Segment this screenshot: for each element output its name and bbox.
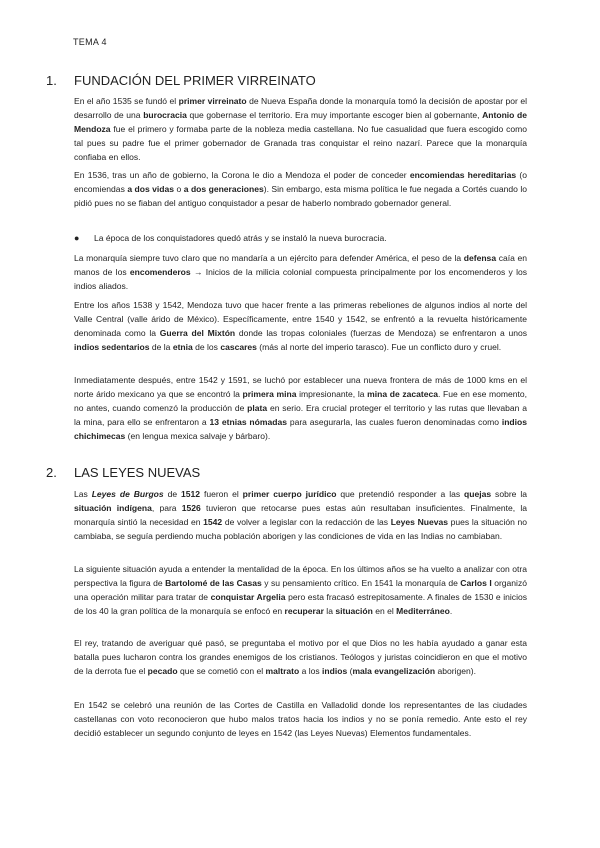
section-2-title: LAS LEYES NUEVAS bbox=[74, 465, 201, 480]
section-1-title: FUNDACIÓN DEL PRIMER VIRREINATO bbox=[74, 73, 316, 88]
section-1-heading bbox=[46, 73, 316, 88]
section-1-paragraph-3: La monarquía siempre tuvo claro que no mandaría a un ejército para defender América, el peso de la defensa caía en manos de los encomenderos → Inicios de la milicia colonial compuesta principalmente por los encomenderos y los indios aliados. bbox=[74, 253, 527, 291]
section-1-paragraph-2: En 1536, tras un año de gobierno, la Corona le dio a Mendoza el poder de conceder encomiendas hereditarias (o encomiendas a dos vidas o a dos generaciones). Sin embargo, esta misma política le fue negada a Cortés cuando lo pidió pues no se fiaban del antiguo conquistador a pesar de haberlo nombrado gobernador general. bbox=[74, 170, 528, 208]
section-2-number: 2. bbox=[46, 465, 57, 480]
section-1-number: 1. bbox=[46, 73, 57, 88]
section-2-paragraph-2: La siguiente situación ayuda a entender la mentalidad de la época. En los últimos años se ha vuelto a analizar con otra perspectiva la figura de Bartolomé de las Casas y su pensamiento crítico. En 1541 la monarquía de Carlos I organizó una operación militar para tratar de conquistar Argelia pero esta fracasó estrepitosamente. A finales de 1530 e inicios de los 40 la gran política de la monarquía se enfocó en recuperar la situación en el Mediterráneo. bbox=[74, 564, 527, 616]
section-2-paragraph-1: Las Leyes de Burgos de 1512 fueron el primer cuerpo jurídico que pretendió responder a las quejas sobre la situación indígena, para 1526 tuvieron que retocarse pues estas aún resultaban insuficientes. Finalmente, la monarquía sintió la necesidad en 1542 de volver a legislar con la redacción de las Leyes Nuevas pues la situación no cambiaba, se seguía perdiendo mucha población aborigen y las condiciones de vida en las Indias no cambiaban. bbox=[74, 489, 528, 541]
section-2-paragraph-3: El rey, tratando de averiguar qué pasó, se preguntaba el motivo por el que Dios no les había ayudado a ganar esta batalla pues lucharon contra los grandes enemigos de los cristianos. Teólogos y juristas coincidieron en que el motivo de la derrota fue el pecado que se cometió con el maltrato a los indios (mala evangelización aborigen). bbox=[74, 638, 527, 676]
section-2-paragraph-4: En 1542 se celebró una reunión de las Cortes de Castilla en Valladolid donde los representantes de las ciudades castellanas con voto reconocieron que hubo malos tratos hacia los indios y no se ponía remedio. Ante esto el rey decidió establecer un segundo conjunto de leyes en 1542 (las Leyes Nuevas) Elementos fundamentales. bbox=[74, 700, 527, 738]
section-1-bullet: ● La época de los conquistadores quedó atrás y se instaló la nueva burocracia. bbox=[74, 233, 387, 243]
section-2-heading bbox=[46, 465, 200, 480]
section-1-paragraph-4: Entre los años 1538 y 1542, Mendoza tuvo que hacer frente a las primeras rebeliones de algunos indios al norte del Valle Central (valle árido de México). Específicamente, entre 1540 y 1542, se enfrentó a la revuelta históricamente denominada como la Guerra del Mixtón donde las tropas coloniales (fuerzas de Mendoza) se enfrentaron a unos indios sedentarios de la etnia de los cascares (más al norte del imperio tarasco). Fue un conflicto duro y cruel. bbox=[74, 300, 527, 352]
document-label: TEMA 4 bbox=[73, 37, 107, 47]
section-1-paragraph-1: En el año 1535 se fundó el primer virreinato de Nueva España donde la monarquía tomó la decisión de apostar por el desarrollo de una burocracia que gobernase el territorio. Era muy importante escoger bien al gobernante, Antonio de Mendoza fue el primero y formaba parte de la nobleza media castellana. No fue casualidad que fuera escogido como tal pues su padre fue el primer gobernador de Granada tras conquistar el reino nazarí. Parece que la monarquía confiaba en ellos. bbox=[74, 96, 528, 162]
section-1-paragraph-5: Inmediatamente después, entre 1542 y 1591, se luchó por establecer una nueva frontera de más de 1000 kms en el norte árido mexicano ya que se encontró la primera mina impresionante, la mina de zacateca. Fue en ese momento, no antes, cuando comenzó la producción de plata en serio. Era crucial proteger el territorio y las rutas que llevaban a la mina, para ello se enfrentaron a 13 etnias nómadas para asegurarla, las cuales fueron denominadas como indios chichimecas (en lengua mexica salvaje y bárbaro). bbox=[74, 375, 527, 441]
bullet-dot-icon: ● bbox=[74, 233, 80, 243]
